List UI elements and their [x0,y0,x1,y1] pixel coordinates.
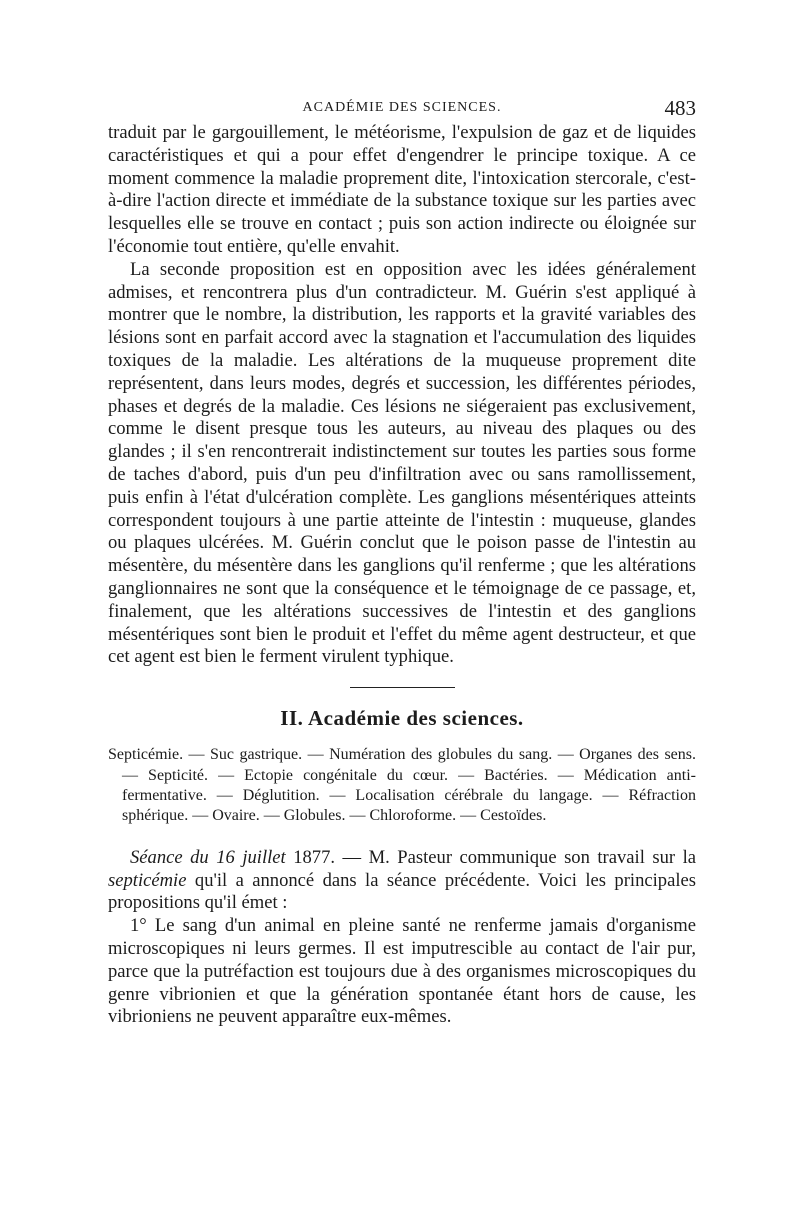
page [108,96,696,1029]
running-head [108,96,696,122]
seance-term: septicémie [108,869,187,891]
section-summary: Septicémie. — Suc gastrique. — Numération des globules du sang. — Organes des sens. — Septicité. — Ectopie congénitale du cœur. — Bactéries. — Médication anti-fermentative. — Déglutition. — Localisation cérébrale du langage. — Réfraction sphérique. — Ovaire. — Globules. — Chloroforme. — Cestoïdes. [108,746,696,825]
paragraph-continuation: traduit par le gargouillement, le météorisme, l'expulsion de gaz et de liquides caractéristiques et qui a pour effet d'engendrer le principe toxique. A ce moment commence la maladie proprement dite, l'intoxication stercorale, c'est-à-dire l'action directe et immédiate de la substance toxique sur les parties avec lesquelles elle se trouve en contact ; puis son action indirecte ou éloignée sur l'économie tout entière, qu'elle envahit. [108,122,696,257]
seance-text: 1877. — M. Pasteur communique son travail sur la [293,846,696,868]
running-title: ACADÉMIE DES SCIENCES. [302,100,502,115]
proposition-1: 1° Le sang d'un animal en pleine santé ne renferme jamais d'organisme microscopiques ni leurs germes. Il est imputrescible au contact de l'air pur, parce que la putréfaction est toujours due à des organismes microscopiques du genre vibrionien et que la génération spontanée étant hors de cause, les vibrioniens ne peuvent apparaître eux-mêmes. [108,915,696,1028]
seance-rest: qu'il a annoncé dans la séance précédente. Voici les principales propositions qu'il émet : [108,869,696,914]
section-title: II. Académie des sciences. [280,706,524,731]
seance-label: Séance du [130,846,209,868]
seance-paragraph [108,847,696,915]
paragraph-second-proposition: La seconde proposition est en opposition avec les idées généralement admises, et rencontrera plus d'un contradicteur. M. Guérin s'est appliqué à montrer que le nombre, la distribution, les rapports et la gravité variables des lésions sont en parfait accord avec la stagnation et l'accumulation des liquides toxiques de la maladie. Les altérations de la muqueuse proprement dite représentent, dans leurs modes, degrés et succession, les différentes périodes, phases et degrés de la maladie. Ces lésions ne siégeraient pas exclusivement, comme le disent presque tous les auteurs, au niveau des plaques ou des glandes ; il s'en rencontrerait indistinctement sur toutes les parties sous forme de taches d'abord, puis d'un peu d'infiltration avec ou sans ramollissement, puis enfin à l'état d'ulcération complète. Les ganglions mésentériques atteints correspondent toujours à une partie atteinte de l'intestin : muqueuse, glandes ou plaques ulcérées. M. Guérin conclut que le poison passe de l'intestin au mésentère, du mésentère dans les ganglions qu'il renferme ; que les altérations ganglionnaires ne sont que la conséquence et le témoignage de ce passage, et, finalement, que les altérations successives de l'intestin et des ganglions mésentériques sont bien le produit et l'effet du même agent destructeur, et que cet agent est bien le ferment virulent typhique. [108,258,696,668]
seance-date: 16 juillet [216,846,286,868]
page-number: 483 [664,96,696,120]
section-divider [350,687,455,688]
